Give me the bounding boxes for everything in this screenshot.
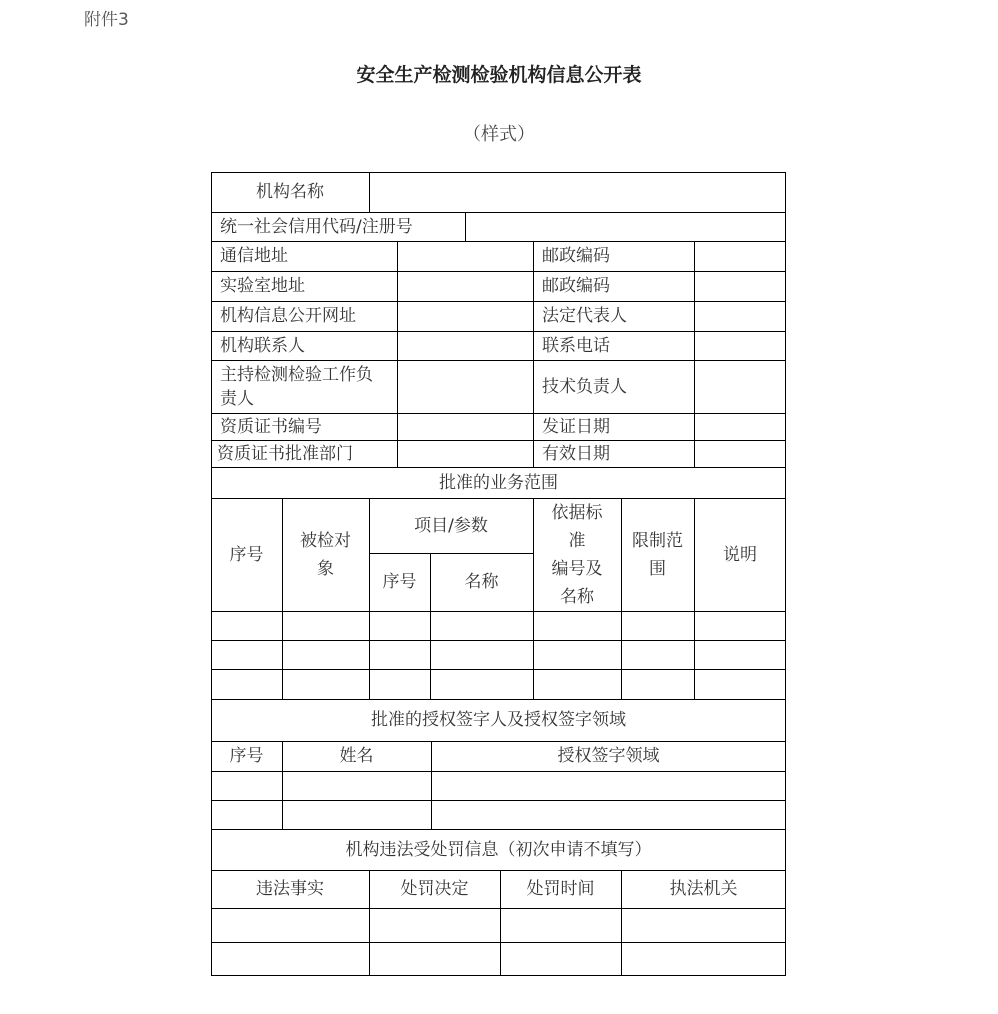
page-title: 安全生产检测检验机构信息公开表 bbox=[356, 64, 642, 86]
scope-col-note: 说明 bbox=[723, 544, 757, 565]
penalty-col-time: 处罚时间 bbox=[526, 879, 595, 899]
penalty-col-decision: 处罚决定 bbox=[400, 879, 469, 899]
signatory-col-field: 授权签字领域 bbox=[557, 746, 660, 766]
scope-col-object-line2: 象 bbox=[317, 558, 334, 579]
org-name-label: 机构名称 bbox=[256, 182, 324, 202]
phone-field[interactable] bbox=[694, 331, 786, 360]
director-label-line1: 主持检测检验工作负 bbox=[220, 364, 373, 385]
page-subtitle: （样式） bbox=[463, 124, 535, 145]
scope-row[interactable] bbox=[211, 611, 786, 640]
org-name-field[interactable] bbox=[369, 172, 786, 212]
penalty-col-authority: 执法机关 bbox=[669, 879, 738, 899]
signatory-col-name: 姓名 bbox=[339, 746, 374, 766]
contact-label: 机构联系人 bbox=[220, 335, 305, 356]
scope-col-standard-line4: 名称 bbox=[560, 586, 594, 607]
approval-dept-label: 资质证书批准部门 bbox=[217, 443, 353, 464]
scope-heading: 批准的业务范围 bbox=[439, 472, 558, 493]
penalty-heading: 机构违法受处罚信息（初次申请不填写） bbox=[345, 839, 652, 860]
info-disclosure-form bbox=[211, 172, 786, 976]
issue-date-label: 发证日期 bbox=[542, 416, 610, 437]
scope-col-object-line1: 被检对 bbox=[300, 530, 351, 551]
approval-dept-field[interactable] bbox=[397, 440, 533, 467]
website-label: 机构信息公开网址 bbox=[220, 306, 356, 326]
credit-code-label: 统一社会信用代码/注册号 bbox=[220, 216, 413, 237]
penalty-row[interactable] bbox=[211, 942, 786, 976]
lab-address-field[interactable] bbox=[397, 271, 533, 301]
legal-rep-field[interactable] bbox=[694, 301, 786, 331]
tech-lead-field[interactable] bbox=[694, 360, 786, 413]
address-field[interactable] bbox=[397, 241, 533, 271]
scope-col-standard bbox=[533, 498, 621, 611]
scope-row[interactable] bbox=[211, 640, 786, 669]
postcode-field[interactable] bbox=[694, 241, 786, 271]
director-label-line2: 责人 bbox=[220, 388, 254, 409]
address-label: 通信地址 bbox=[220, 246, 288, 266]
scope-col-limit-line1: 限制范 bbox=[632, 530, 683, 551]
lab-postcode-field[interactable] bbox=[694, 271, 786, 301]
signatory-row[interactable] bbox=[211, 800, 786, 829]
scope-col-object bbox=[282, 498, 369, 611]
signatory-col-no: 序号 bbox=[229, 746, 264, 766]
scope-col-standard-line2: 准 bbox=[568, 530, 586, 551]
penalty-col-fact: 违法事实 bbox=[256, 879, 324, 899]
cert-no-label: 资质证书编号 bbox=[220, 416, 322, 437]
issue-date-field[interactable] bbox=[694, 413, 786, 440]
director-label bbox=[211, 360, 397, 413]
signatory-row[interactable] bbox=[211, 771, 786, 800]
valid-date-label: 有效日期 bbox=[542, 443, 610, 464]
scope-col-limit bbox=[621, 498, 694, 611]
valid-date-field[interactable] bbox=[694, 440, 786, 467]
scope-row[interactable] bbox=[211, 669, 786, 699]
scope-col-item-no: 序号 bbox=[382, 572, 417, 592]
tech-lead-label: 技术负责人 bbox=[542, 376, 627, 397]
cert-no-field[interactable] bbox=[397, 413, 533, 440]
scope-col-item-name: 名称 bbox=[464, 572, 499, 592]
postcode-label: 邮政编码 bbox=[542, 246, 610, 266]
scope-col-standard-line1: 依据标 bbox=[551, 502, 603, 523]
scope-col-standard-line3: 编号及 bbox=[551, 558, 603, 579]
attachment-label: 附件3 bbox=[84, 10, 129, 30]
scope-col-limit-line2: 围 bbox=[649, 558, 666, 579]
legal-rep-label: 法定代表人 bbox=[542, 306, 627, 326]
signatory-heading: 批准的授权签字人及授权签字领域 bbox=[371, 710, 626, 730]
scope-col-item: 项目/参数 bbox=[414, 515, 488, 536]
director-field[interactable] bbox=[397, 360, 533, 413]
contact-field[interactable] bbox=[397, 331, 533, 360]
credit-code-field[interactable] bbox=[465, 212, 786, 241]
penalty-row[interactable] bbox=[211, 908, 786, 942]
scope-col-no: 序号 bbox=[229, 544, 264, 565]
lab-address-label: 实验室地址 bbox=[220, 276, 305, 296]
phone-label: 联系电话 bbox=[542, 335, 610, 356]
website-field[interactable] bbox=[397, 301, 533, 331]
lab-postcode-label: 邮政编码 bbox=[542, 276, 610, 296]
